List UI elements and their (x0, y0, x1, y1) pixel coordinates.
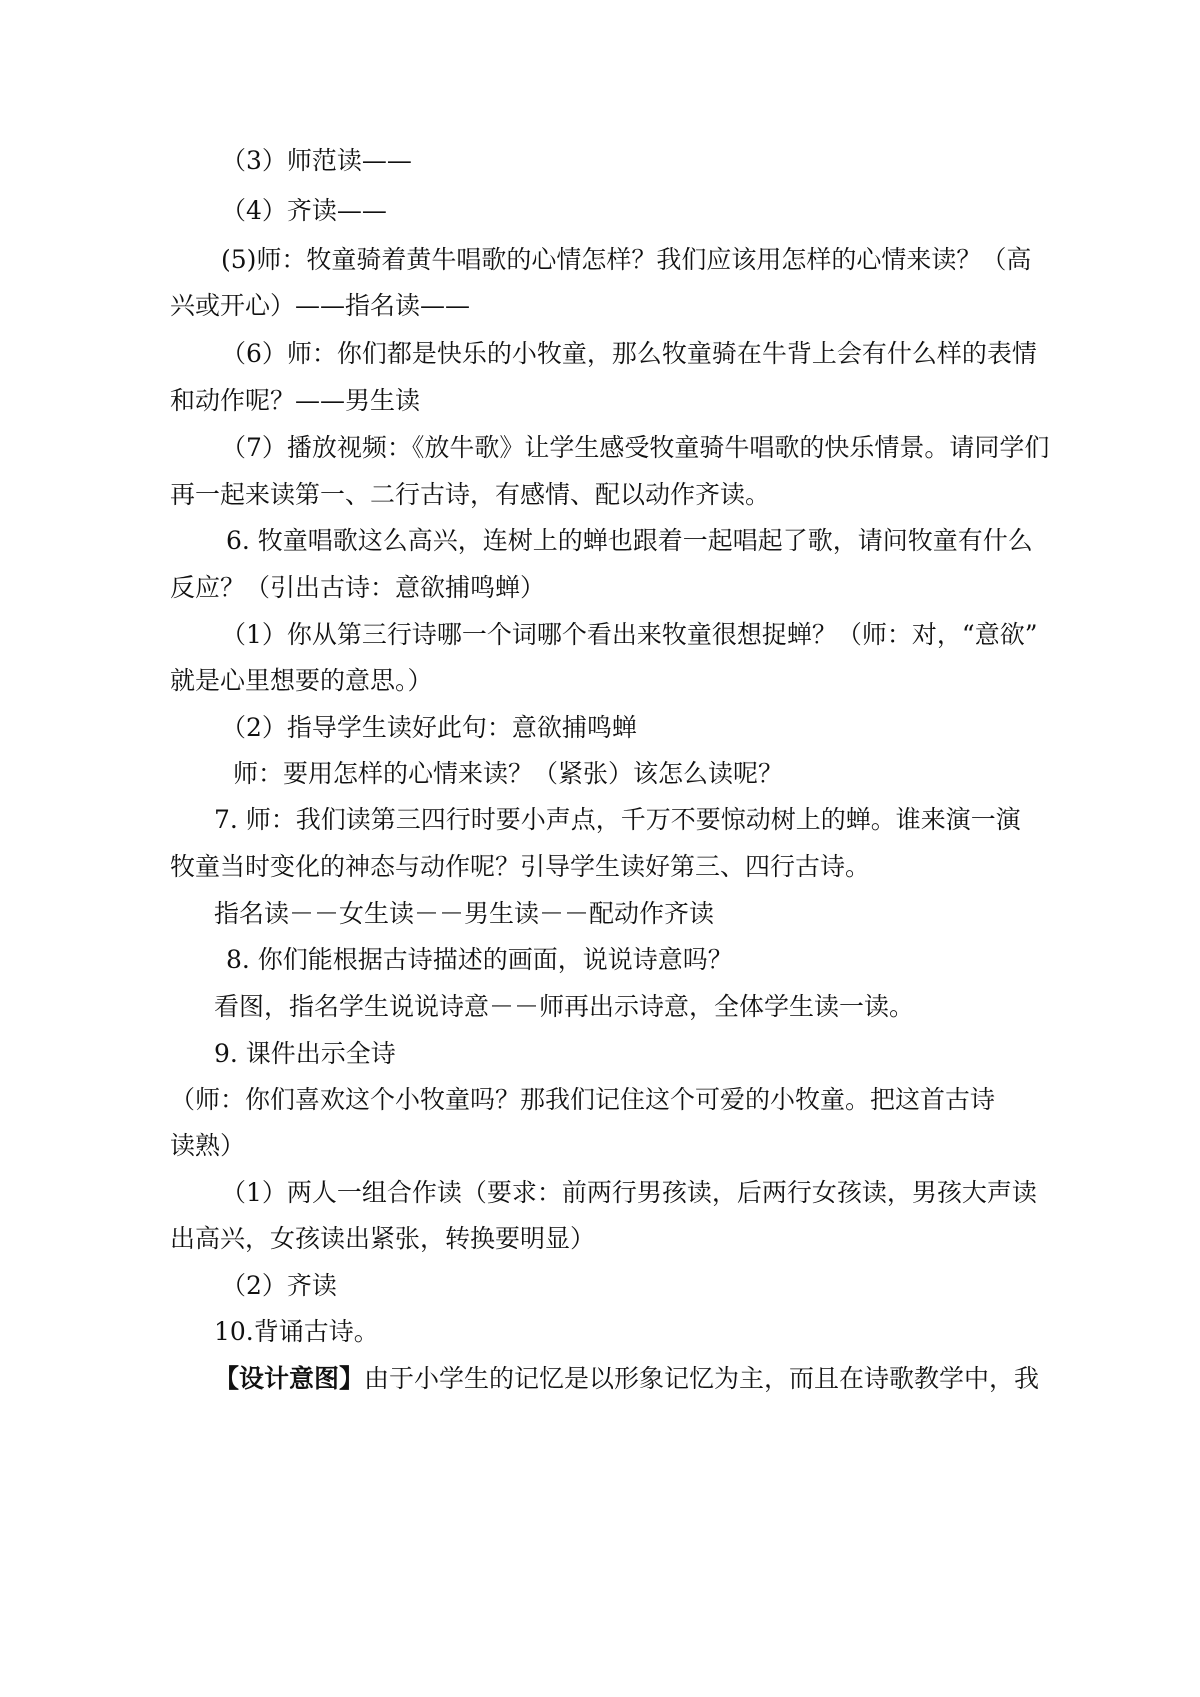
design-intent-line (214, 1361, 1039, 1397)
text-line: 9. 课件出示全诗 (214, 1039, 396, 1068)
text-line: 8. 你们能根据古诗描述的画面，说说诗意吗？ (226, 945, 733, 974)
text-line: 再一起来读第一、二行古诗，有感情、配以动作齐读。 (170, 480, 771, 509)
text-line: 指名读－－女生读－－男生读－－配动作齐读 (214, 899, 715, 928)
text-line: 牧童当时变化的神态与动作呢？引导学生读好第三、四行古诗。 (170, 852, 871, 881)
text-line: 7. 师：我们读第三四行时要小声点，千万不要惊动树上的蝉。谁来演一演 (214, 805, 1021, 834)
text-line: 10.背诵古诗。 (214, 1317, 379, 1346)
text-line: （1）两人一组合作读（要求：前两行男孩读，后两行女孩读，男孩大声读 (221, 1178, 1037, 1207)
text-line: （6）师：你们都是快乐的小牧童，那么牧童骑在牛背上会有什么样的表情 (221, 339, 1037, 368)
text-line: 出高兴，女孩读出紧张，转换要明显） (170, 1224, 596, 1253)
text-line: 兴或开心）——指名读—— (170, 291, 471, 320)
text-line: (5)师：牧童骑着黄牛唱歌的心情怎样？我们应该用怎样的心情来读？（高 (221, 245, 1032, 274)
text-line: （师：你们喜欢这个小牧童吗？那我们记住这个可爱的小牧童。把这首古诗 (170, 1085, 996, 1114)
text-line: （2）齐读 (221, 1271, 337, 1300)
text-line: 读熟） (170, 1131, 246, 1160)
text-line: 反应？（引出古诗：意欲捕鸣蝉） (170, 573, 546, 602)
text-line: （1）你从第三行诗哪一个词哪个看出来牧童很想捉蝉？（师：对，“意欲” (221, 620, 1038, 649)
text-line: 就是心里想要的意思。） (170, 666, 433, 695)
text-line: （4）齐读—— (221, 196, 387, 225)
text-line: 师：要用怎样的心情来读？（紧张）该怎么读呢？ (233, 759, 784, 788)
design-intent-heading: 【设计意图】 (214, 1364, 365, 1393)
text-line: 6. 牧童唱歌这么高兴，连树上的蝉也跟着一起唱起了歌，请问牧童有什么 (226, 526, 1033, 555)
text-line: （2）指导学生读好此句：意欲捕鸣蝉 (221, 713, 637, 742)
text-line: （3）师范读—— (221, 146, 412, 175)
text-line: 看图，指名学生说说诗意－－师再出示诗意，全体学生读一读。 (214, 992, 915, 1021)
design-intent-text: 由于小学生的记忆是以形象记忆为主，而且在诗歌教学中，我 (364, 1364, 1040, 1393)
text-line: 和动作呢？——男生读 (170, 386, 421, 415)
text-line: （7）播放视频：《放牛歌》让学生感受牧童骑牛唱歌的快乐情景。请同学们 (221, 433, 1050, 462)
